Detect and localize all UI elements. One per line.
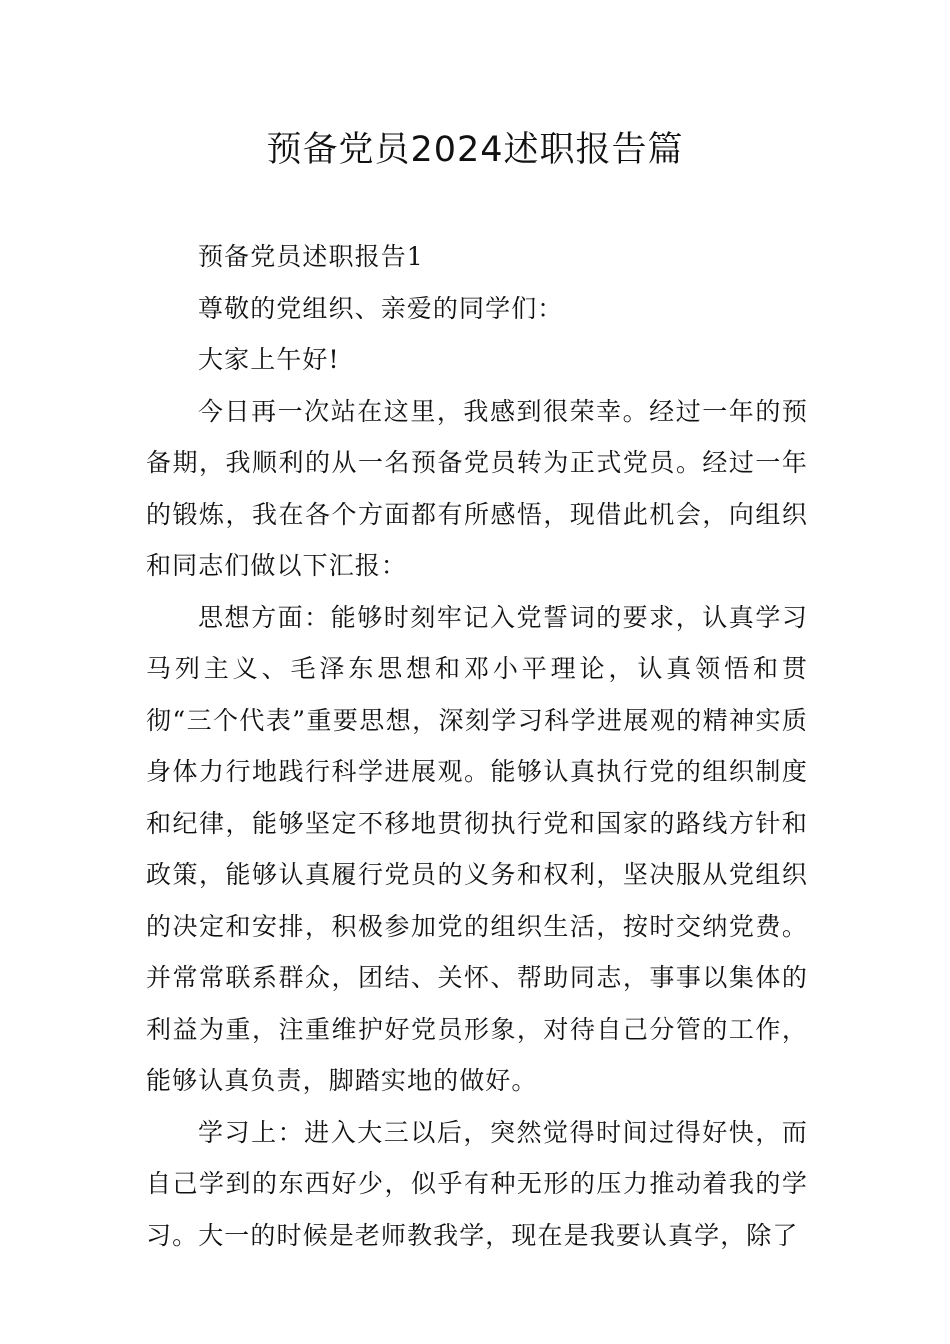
paragraph-salutation: 尊敬的党组织、亲爱的同学们：: [198, 293, 564, 323]
paragraph-study: 学习上：进入大三以后，突然觉得时间过得好快，而自己学到的东西好少，似乎有种无形的压力推动着我的学习。大一的时候是老师教我学，现在是我要认真学，除了: [146, 1117, 808, 1250]
paragraph-report-heading: 预备党员述职报告1: [198, 242, 424, 271]
document-body: [146, 231, 808, 1261]
paragraph-ideology: 思想方面：能够时刻牢记入党誓词的要求，认真学习马列主义、毛泽东思想和邓小平理论，认真领悟和贯彻“三个代表”重要思想，深刻学习科学进展观的精神实质身体力行地践行科学进展观。能够认真执行党的组织制度和纪律，能够坚定不移地贯彻执行党和国家的路线方针和政策，能够认真履行党员的义务和权利，坚决服从党组织的决定和安排，积极参加党的组织生活，按时交纳党费。并常常联系群众，团结、关怀、帮助同志，事事以集体的利益为重，注重维护好党员形象，对待自己分管的工作，能够认真负责，脚踏实地的做好。: [146, 602, 808, 1095]
document-title: 预备党员2024述职报告篇: [266, 130, 684, 170]
paragraph-introduction: 今日再一次站在这里，我感到很荣幸。经过一年的预备期，我顺利的从一名预备党员转为正式党员。经过一年的锻炼，我在各个方面都有所感悟，现借此机会，向组织和同志们做以下汇报：: [146, 396, 808, 580]
paragraph-greeting: 大家上午好!: [198, 345, 340, 374]
